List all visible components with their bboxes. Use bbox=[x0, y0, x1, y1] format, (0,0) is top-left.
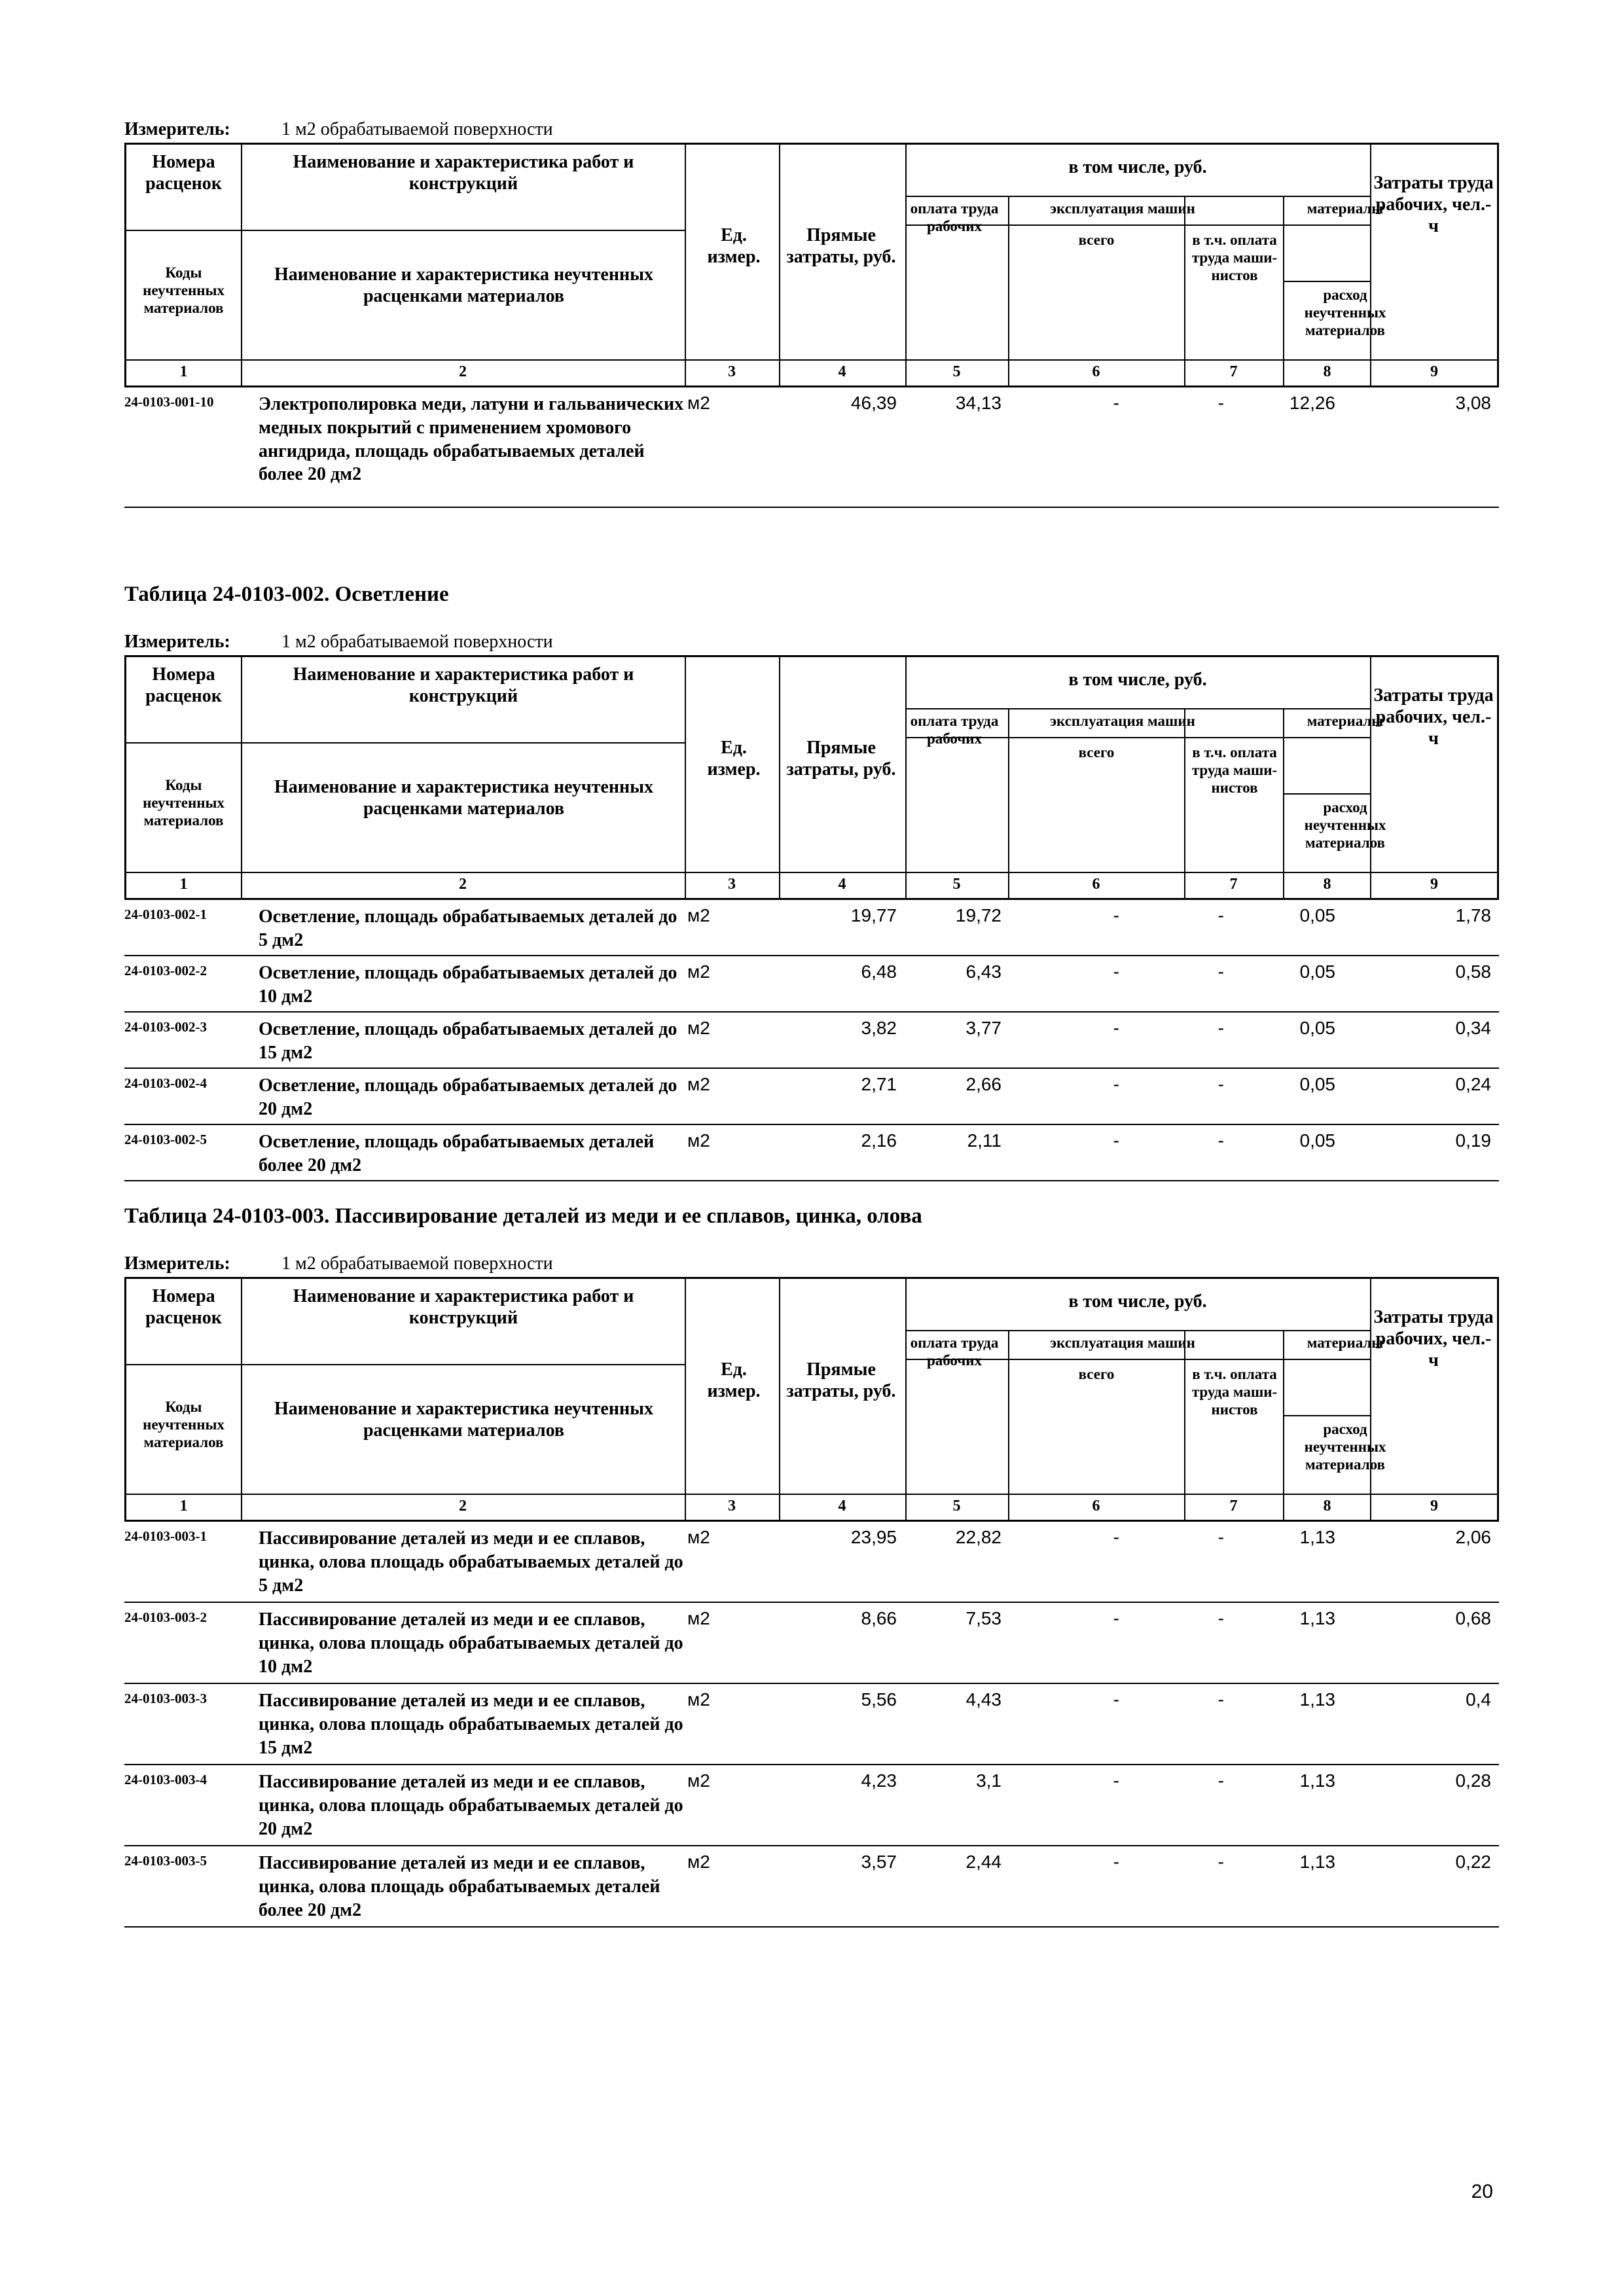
grid-line bbox=[126, 872, 1497, 873]
table-row bbox=[124, 1846, 1499, 1928]
row-description: Осветление, площадь обрабатываемых деталей до 20 дм2 bbox=[259, 1075, 677, 1119]
col-direct-label: Прямые затраты, руб. bbox=[786, 738, 896, 780]
col-direct-label: Прямые затраты, руб. bbox=[786, 1359, 896, 1402]
row-value-c9: 2,06 bbox=[1455, 1527, 1491, 1547]
col-materials-label: материалы bbox=[1307, 200, 1384, 217]
row-value-c6: - bbox=[1113, 1608, 1119, 1628]
table-header bbox=[124, 655, 1499, 900]
row-value-c5: 3,1 bbox=[976, 1770, 1001, 1791]
col-number: 9 bbox=[1430, 876, 1438, 893]
table-row bbox=[124, 1522, 1499, 1603]
grid-line bbox=[905, 1279, 907, 1520]
row-description: Осветление, площадь обрабатываемых деталей до 10 дм2 bbox=[259, 963, 677, 1007]
col-nomera-label: Номера расценок bbox=[145, 664, 222, 707]
row-code: 24-0103-002-4 bbox=[124, 1075, 207, 1091]
measure-line bbox=[124, 629, 1499, 655]
col-pay-label: оплата труда рабочих bbox=[910, 1335, 999, 1369]
grid-line bbox=[241, 1279, 242, 1520]
col-machines-pay-label: в т.ч. оплата труда маши-нистов bbox=[1191, 1366, 1278, 1418]
col-name-mat-label: Наименование и характеристика неучтенных расценками материалов bbox=[274, 1399, 653, 1441]
row-value-c6: - bbox=[1113, 1770, 1119, 1791]
table-body bbox=[124, 900, 1499, 1181]
row-value-c9: 1,78 bbox=[1455, 905, 1491, 925]
col-machines-pay-label: в т.ч. оплата труда маши-нистов bbox=[1191, 744, 1278, 797]
row-code: 24-0103-002-3 bbox=[124, 1019, 207, 1035]
col-number: 8 bbox=[1323, 1498, 1331, 1515]
col-number: 1 bbox=[179, 363, 188, 380]
col-materials-label: материалы bbox=[1307, 1335, 1384, 1351]
col-number: 6 bbox=[1092, 876, 1100, 893]
row-code: 24-0103-003-3 bbox=[124, 1691, 207, 1706]
grid-line bbox=[685, 1279, 686, 1520]
measure-line bbox=[124, 117, 1499, 143]
grid-line bbox=[1283, 281, 1370, 282]
row-value-c7: - bbox=[1218, 961, 1224, 982]
row-value-c5: 22,82 bbox=[955, 1527, 1001, 1547]
col-number: 7 bbox=[1229, 876, 1238, 893]
row-value-c7: - bbox=[1218, 393, 1224, 413]
col-nomera-label: Номера расценок bbox=[145, 1286, 222, 1329]
row-description: Пассивирование деталей из меди и ее сплавов, цинка, олова площадь обрабатываемых деталей более 20 дм2 bbox=[259, 1853, 660, 1920]
col-machines-label: эксплуатация машин bbox=[1050, 713, 1195, 729]
col-machines-label: эксплуатация машин bbox=[1050, 200, 1195, 217]
row-value-c4: 23,95 bbox=[850, 1527, 897, 1547]
col-number: 2 bbox=[459, 1498, 467, 1515]
row-description: Электрополировка меди, латуни и гальванических медных покрытий с применением хромового ангидрида, площадь обрабатываемых деталей более 20 дм2 bbox=[259, 394, 684, 485]
row-description: Пассивирование деталей из меди и ее сплавов, цинка, олова площадь обрабатываемых деталей до 20 дм2 bbox=[259, 1772, 683, 1839]
table-row bbox=[124, 1069, 1499, 1125]
grid-line bbox=[905, 657, 907, 898]
row-value-c4: 6,48 bbox=[861, 961, 897, 982]
row-value-c7: - bbox=[1218, 1852, 1224, 1872]
col-incl-label: в том числе, руб. bbox=[1068, 670, 1207, 690]
col-number: 2 bbox=[459, 363, 467, 380]
row-value-c9: 3,08 bbox=[1455, 393, 1491, 413]
col-machines-all-label: всего bbox=[1078, 744, 1115, 761]
row-value-c4: 2,16 bbox=[861, 1130, 897, 1151]
col-kody-label: Коды неучтенных материалов bbox=[143, 1399, 225, 1451]
col-number: 5 bbox=[952, 1498, 961, 1515]
col-number: 7 bbox=[1229, 1498, 1238, 1515]
row-value-c8: 1,13 bbox=[1299, 1689, 1335, 1710]
grid-line bbox=[1283, 793, 1370, 795]
grid-line bbox=[126, 742, 685, 744]
row-value-c6: - bbox=[1113, 1018, 1119, 1038]
row-value-c8: 12,26 bbox=[1289, 393, 1335, 413]
col-number: 9 bbox=[1430, 363, 1438, 380]
col-unit-label: Ед. измер. bbox=[707, 738, 761, 780]
col-name-work-label: Наименование и характеристика работ и конструкций bbox=[293, 1286, 634, 1329]
page-number: 20 bbox=[1471, 2181, 1493, 2202]
row-value-c4: 3,57 bbox=[861, 1852, 897, 1872]
grid-line bbox=[779, 145, 780, 386]
col-number: 4 bbox=[838, 1498, 846, 1515]
col-incl-label: в том числе, руб. bbox=[1068, 1291, 1207, 1312]
row-unit: м2 bbox=[687, 1074, 710, 1094]
col-labor-label: Затраты труда рабочих, чел.-ч bbox=[1373, 1307, 1494, 1371]
row-unit: м2 bbox=[687, 1527, 710, 1547]
row-value-c6: - bbox=[1113, 393, 1119, 413]
col-materials-unaccounted-label: расход неучтенных материалов bbox=[1304, 287, 1386, 339]
row-value-c8: 0,05 bbox=[1299, 961, 1335, 982]
table-body bbox=[124, 1522, 1499, 1928]
grid-line bbox=[685, 145, 686, 386]
col-labor-label: Затраты труда рабочих, чел.-ч bbox=[1373, 685, 1494, 749]
row-value-c9: 0,28 bbox=[1455, 1770, 1491, 1791]
grid-line bbox=[241, 145, 242, 386]
row-value-c9: 0,22 bbox=[1455, 1852, 1491, 1872]
grid-line bbox=[126, 1494, 1497, 1495]
measure-label: Измеритель: bbox=[124, 632, 230, 652]
col-name-mat-label: Наименование и характеристика неучтенных расценками материалов bbox=[274, 777, 653, 819]
row-code: 24-0103-001-10 bbox=[124, 394, 214, 410]
table-row bbox=[124, 1125, 1499, 1181]
col-number: 7 bbox=[1229, 363, 1238, 380]
table-row bbox=[124, 1684, 1499, 1765]
row-code: 24-0103-003-2 bbox=[124, 1609, 207, 1625]
row-value-c5: 2,66 bbox=[965, 1074, 1001, 1094]
row-value-c9: 0,68 bbox=[1455, 1608, 1491, 1628]
col-number: 1 bbox=[179, 876, 188, 893]
col-number: 8 bbox=[1323, 876, 1331, 893]
table-row bbox=[124, 900, 1499, 956]
row-value-c6: - bbox=[1113, 961, 1119, 982]
row-value-c9: 0,34 bbox=[1455, 1018, 1491, 1038]
row-code: 24-0103-002-5 bbox=[124, 1132, 207, 1147]
row-value-c9: 0,58 bbox=[1455, 961, 1491, 982]
row-value-c8: 0,05 bbox=[1299, 1074, 1335, 1094]
col-machines-all-label: всего bbox=[1078, 232, 1115, 248]
row-value-c6: - bbox=[1113, 1074, 1119, 1094]
row-value-c6: - bbox=[1113, 1130, 1119, 1151]
row-value-c7: - bbox=[1218, 1527, 1224, 1547]
row-value-c8: 1,13 bbox=[1299, 1852, 1335, 1872]
row-unit: м2 bbox=[687, 1852, 710, 1872]
col-kody-label: Коды неучтенных материалов bbox=[143, 264, 225, 317]
row-code: 24-0103-003-5 bbox=[124, 1853, 207, 1869]
row-value-c6: - bbox=[1113, 1527, 1119, 1547]
row-unit: м2 bbox=[687, 1770, 710, 1791]
measure-label: Измеритель: bbox=[124, 1253, 230, 1274]
row-description: Пассивирование деталей из меди и ее сплавов, цинка, олова площадь обрабатываемых деталей до 15 дм2 bbox=[259, 1691, 683, 1758]
row-unit: м2 bbox=[687, 1608, 710, 1628]
col-number: 3 bbox=[728, 1498, 736, 1515]
row-unit: м2 bbox=[687, 905, 710, 925]
row-value-c4: 2,71 bbox=[861, 1074, 897, 1094]
row-value-c6: - bbox=[1113, 1689, 1119, 1710]
row-value-c4: 5,56 bbox=[861, 1689, 897, 1710]
table-body bbox=[124, 387, 1499, 508]
col-unit-label: Ед. измер. bbox=[707, 225, 761, 268]
row-value-c4: 46,39 bbox=[850, 393, 897, 413]
table-row bbox=[124, 1765, 1499, 1846]
col-name-work-label: Наименование и характеристика работ и конструкций bbox=[293, 664, 634, 707]
measure-value: 1 м2 обрабатываемой поверхности bbox=[281, 632, 553, 652]
row-value-c8: 1,13 bbox=[1299, 1608, 1335, 1628]
col-number: 5 bbox=[952, 363, 961, 380]
row-unit: м2 bbox=[687, 961, 710, 982]
col-number: 4 bbox=[838, 363, 846, 380]
measure-label: Измеритель: bbox=[124, 119, 230, 139]
row-value-c8: 1,13 bbox=[1299, 1770, 1335, 1791]
col-nomera-label: Номера расценок bbox=[145, 152, 222, 194]
table-row bbox=[124, 1603, 1499, 1684]
table-header bbox=[124, 143, 1499, 387]
row-value-c8: 0,05 bbox=[1299, 1018, 1335, 1038]
col-machines-label: эксплуатация машин bbox=[1050, 1335, 1195, 1351]
row-unit: м2 bbox=[687, 393, 710, 413]
row-value-c4: 19,77 bbox=[850, 905, 897, 925]
col-direct-label: Прямые затраты, руб. bbox=[786, 225, 896, 268]
col-labor-label: Затраты труда рабочих, чел.-ч bbox=[1373, 173, 1494, 237]
grid-line bbox=[779, 1279, 780, 1520]
row-value-c5: 7,53 bbox=[965, 1608, 1001, 1628]
col-materials-unaccounted-label: расход неучтенных материалов bbox=[1304, 1421, 1386, 1473]
row-value-c7: - bbox=[1218, 905, 1224, 925]
row-value-c7: - bbox=[1218, 1130, 1224, 1151]
grid-line bbox=[1283, 1415, 1370, 1416]
table-header bbox=[124, 1277, 1499, 1522]
row-description: Пассивирование деталей из меди и ее сплавов, цинка, олова площадь обрабатываемых деталей до 5 дм2 bbox=[259, 1528, 683, 1596]
row-code: 24-0103-003-1 bbox=[124, 1528, 207, 1544]
table-title: Таблица 24-0103-002. Осветление bbox=[124, 583, 449, 606]
col-number: 5 bbox=[952, 876, 961, 893]
row-value-c8: 1,13 bbox=[1299, 1527, 1335, 1547]
row-value-c4: 8,66 bbox=[861, 1608, 897, 1628]
row-value-c9: 0,19 bbox=[1455, 1130, 1491, 1151]
row-value-c4: 4,23 bbox=[861, 1770, 897, 1791]
row-value-c7: - bbox=[1218, 1074, 1224, 1094]
grid-line bbox=[685, 657, 686, 898]
row-code: 24-0103-002-1 bbox=[124, 906, 207, 922]
row-value-c7: - bbox=[1218, 1018, 1224, 1038]
row-value-c8: 0,05 bbox=[1299, 1130, 1335, 1151]
row-value-c9: 0,4 bbox=[1466, 1689, 1491, 1710]
col-incl-label: в том числе, руб. bbox=[1068, 157, 1207, 177]
col-number: 2 bbox=[459, 876, 467, 893]
row-value-c6: - bbox=[1113, 905, 1119, 925]
grid-line bbox=[126, 230, 685, 231]
row-unit: м2 bbox=[687, 1130, 710, 1151]
col-materials-unaccounted-label: расход неучтенных материалов bbox=[1304, 799, 1386, 852]
col-number: 1 bbox=[179, 1498, 188, 1515]
grid-line bbox=[905, 196, 1370, 197]
grid-line bbox=[779, 657, 780, 898]
row-value-c7: - bbox=[1218, 1689, 1224, 1710]
row-value-c5: 4,43 bbox=[965, 1689, 1001, 1710]
row-value-c8: 0,05 bbox=[1299, 905, 1335, 925]
col-number: 6 bbox=[1092, 1498, 1100, 1515]
row-unit: м2 bbox=[687, 1689, 710, 1710]
grid-line bbox=[905, 708, 1370, 709]
row-value-c9: 0,24 bbox=[1455, 1074, 1491, 1094]
col-machines-pay-label: в т.ч. оплата труда маши-нистов bbox=[1191, 232, 1278, 284]
grid-line bbox=[126, 1364, 685, 1365]
row-description: Пассивирование деталей из меди и ее сплавов, цинка, олова площадь обрабатываемых деталей до 10 дм2 bbox=[259, 1609, 683, 1677]
grid-line bbox=[241, 657, 242, 898]
row-value-c5: 6,43 bbox=[965, 961, 1001, 982]
row-value-c4: 3,82 bbox=[861, 1018, 897, 1038]
row-value-c5: 2,11 bbox=[967, 1130, 1001, 1151]
table-title: Таблица 24-0103-003. Пассивирование деталей из меди и ее сплавов, цинка, олова bbox=[124, 1204, 922, 1228]
row-value-c5: 3,77 bbox=[965, 1018, 1001, 1038]
col-materials-label: материалы bbox=[1307, 713, 1384, 729]
col-kody-label: Коды неучтенных материалов bbox=[143, 777, 225, 829]
measure-value: 1 м2 обрабатываемой поверхности bbox=[281, 1253, 553, 1274]
row-code: 24-0103-003-4 bbox=[124, 1772, 207, 1787]
row-description: Осветление, площадь обрабатываемых деталей до 5 дм2 bbox=[259, 906, 677, 950]
row-value-c6: - bbox=[1113, 1852, 1119, 1872]
col-name-work-label: Наименование и характеристика работ и конструкций bbox=[293, 152, 634, 194]
col-number: 3 bbox=[728, 876, 736, 893]
col-number: 9 bbox=[1430, 1498, 1438, 1515]
col-pay-label: оплата труда рабочих bbox=[910, 713, 999, 747]
col-number: 6 bbox=[1092, 363, 1100, 380]
table-section bbox=[124, 1204, 1499, 1928]
col-machines-all-label: всего bbox=[1078, 1366, 1115, 1382]
col-unit-label: Ед. измер. bbox=[707, 1359, 761, 1402]
row-value-c5: 2,44 bbox=[965, 1852, 1001, 1872]
row-unit: м2 bbox=[687, 1018, 710, 1038]
col-name-mat-label: Наименование и характеристика неучтенных расценками материалов bbox=[274, 264, 653, 307]
measure-value: 1 м2 обрабатываемой поверхности bbox=[281, 119, 553, 139]
col-number: 4 bbox=[838, 876, 846, 893]
col-number: 3 bbox=[728, 363, 736, 380]
measure-line bbox=[124, 1251, 1499, 1277]
grid-line bbox=[905, 145, 907, 386]
table-section bbox=[124, 583, 1499, 1181]
row-code: 24-0103-002-2 bbox=[124, 963, 207, 978]
col-number: 8 bbox=[1323, 363, 1331, 380]
row-value-c7: - bbox=[1218, 1770, 1224, 1791]
table-row bbox=[124, 387, 1499, 508]
row-value-c5: 34,13 bbox=[955, 393, 1001, 413]
table-row bbox=[124, 956, 1499, 1013]
grid-line bbox=[905, 1330, 1370, 1331]
row-description: Осветление, площадь обрабатываемых деталей до 15 дм2 bbox=[259, 1019, 677, 1063]
row-value-c5: 19,72 bbox=[955, 905, 1001, 925]
row-description: Осветление, площадь обрабатываемых деталей более 20 дм2 bbox=[259, 1132, 655, 1175]
grid-line bbox=[126, 359, 1497, 361]
col-pay-label: оплата труда рабочих bbox=[910, 200, 999, 235]
table-row bbox=[124, 1013, 1499, 1069]
table-section bbox=[124, 117, 1499, 508]
row-value-c7: - bbox=[1218, 1608, 1224, 1628]
